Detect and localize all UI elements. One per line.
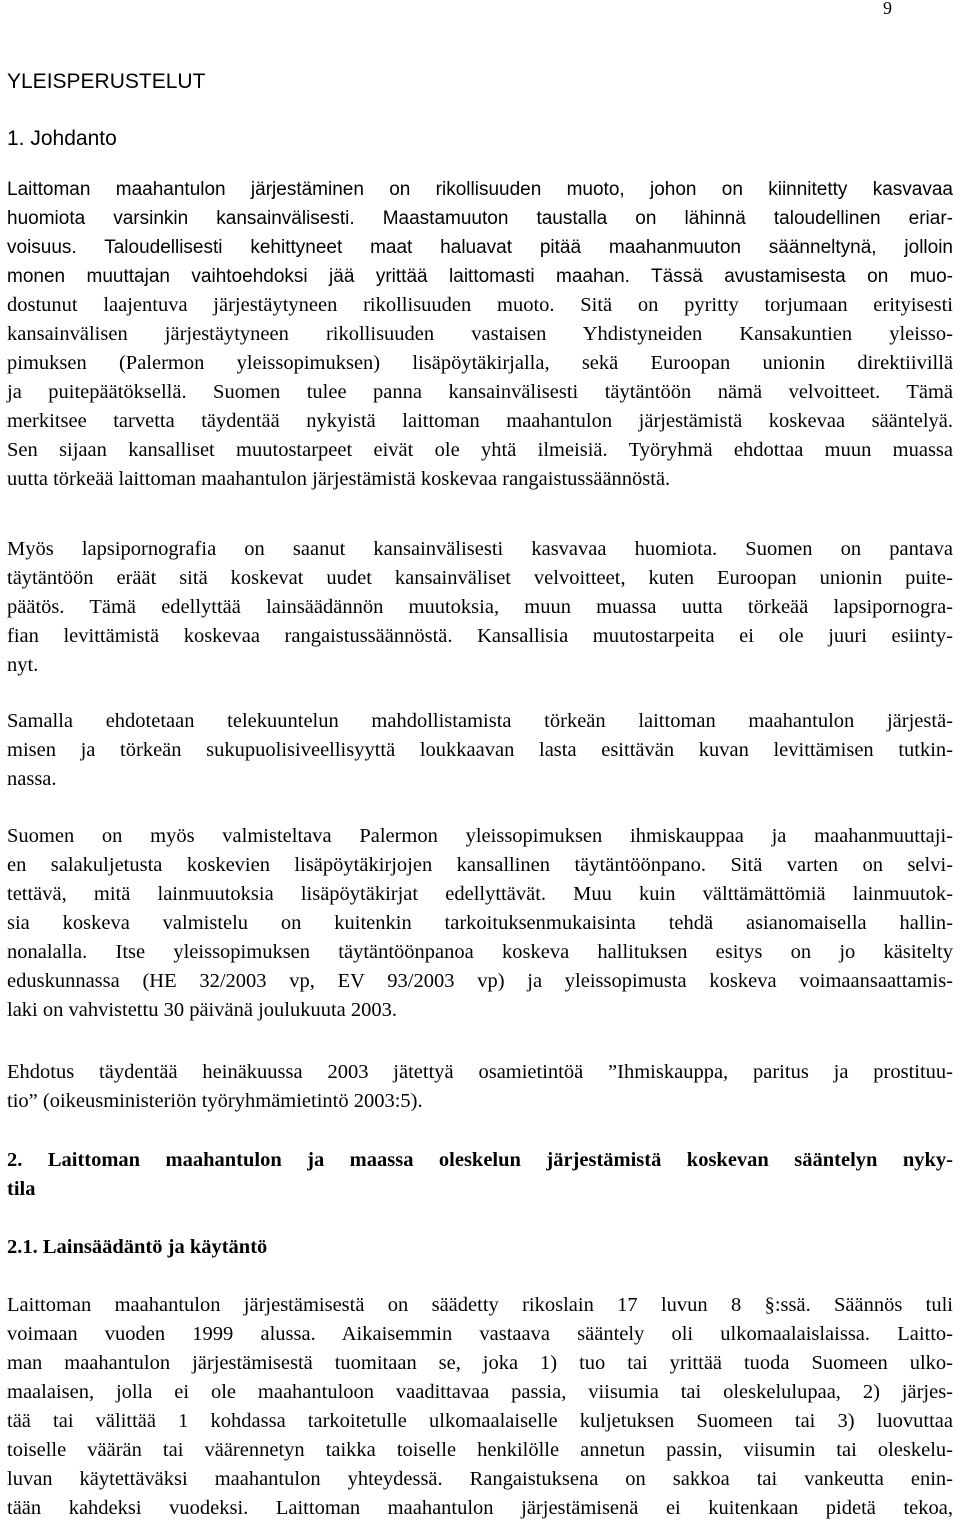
section-1-heading: 1. Johdanto <box>7 127 117 150</box>
paragraph-supplement <box>7 1058 953 1116</box>
paragraph-line: luvan käytettäväksi maahantulon yhteydessä. Rangaistuksena on sakkoa tai vankeutta enin- <box>7 1468 953 1490</box>
paragraph-line: Laittoman maahantulon järjestäminen on rikollisuuden muoto, johon on kiinnitetty kasvavaa <box>7 179 953 200</box>
paragraph-line: pimuksen (Palermon yleissopimuksen) lisäpöytäkirjalla, sekä Euroopan unionin direktiivillä <box>7 352 953 374</box>
paragraph-child-pornography <box>7 535 953 680</box>
main-heading: YLEISPERUSTELUT <box>7 70 206 93</box>
paragraph-line: toiselle väärän tai väärennetyn taikka toiselle henkilölle annetun passin, viisumin tai oleskelu- <box>7 1439 953 1461</box>
paragraph-line: Myös lapsipornografia on saanut kansainvälisesti kasvavaa huomiota. Suomen on pantava <box>7 538 953 560</box>
section-2-1-heading <box>7 1233 953 1262</box>
paragraph-line: voimaan vuoden 1999 alussa. Aikaisemmin vastaava sääntely oli ulkomaalaislaissa. Laitto- <box>7 1323 953 1345</box>
paragraph-line: nyt. <box>7 654 39 676</box>
paragraph-line: fian levittämistä koskevaa rangaistussäännöstä. Kansallisia muutostarpeita ei ole juuri esiinty- <box>7 625 953 647</box>
paragraph-line: Laittoman maahantulon järjestämisestä on säädetty rikoslain 17 luvun 8 §:ssä. Säännös tuli <box>7 1294 953 1316</box>
section-2-heading <box>7 1146 953 1204</box>
paragraph-line: kansainvälisen järjestäytyneen rikollisuuden vastaisen Yhdistyneiden Kansakuntien yleisso- <box>7 323 953 345</box>
paragraph-line: laki on vahvistettu 30 päivänä joulukuuta 2003. <box>7 999 398 1021</box>
paragraph-line: Suomen on myös valmisteltava Palermon yleissopimuksen ihmiskauppaa ja maahanmuuttaji- <box>7 825 953 847</box>
paragraph-line: täytäntöön eräät sitä koskevat uudet kansainväliset velvoitteet, kuten Euroopan unionin puite- <box>7 567 953 589</box>
heading-line: tila <box>7 1178 36 1200</box>
paragraph-line: sia koskeva valmistelu on kuitenkin tarkoituksenmukaisinta tehdä asianomaisella hallin- <box>7 912 953 934</box>
paragraph-line: tio” (oikeusministeriön työryhmämietintö 2003:5). <box>7 1090 423 1112</box>
paragraph-line: tettävä, mitä lainmuutoksia lisäpöytäkirjat edellyttävät. Muu kuin välttämättömiä lainmuutok- <box>7 883 953 905</box>
paragraph-telecom-interception <box>7 707 953 794</box>
paragraph-line: päätös. Tämä edellyttää lainsäädännön muutoksia, muun muassa uutta törkeää lapsipornogra- <box>7 596 953 618</box>
paragraph-line: en salakuljetusta koskevien lisäpöytäkirjojen kansallinen täytäntöönpano. Sitä varten on selvi- <box>7 854 953 876</box>
paragraph-line: nonalalla. Itse yleissopimuksen täytäntöönpanoa koskeva hallituksen esitys on jo käsitelty <box>7 941 953 963</box>
paragraph-line: nassa. <box>7 768 57 790</box>
paragraph-palermo <box>7 822 953 1025</box>
paragraph-line: maalaisen, jolla ei ole maahantuloon vaadittavaa passia, viisumia tai oleskelulupaa, 2) järjes- <box>7 1381 953 1403</box>
paragraph-line: monen muuttajan vaihtoehdoksi jää yrittää laittomasti maahan. Tässä avustamisesta on muo- <box>7 266 953 287</box>
paragraph-line: Samalla ehdotetaan telekuuntelun mahdollistamista törkeän laittoman maahantulon järjestä- <box>7 710 953 732</box>
paragraph-line: uutta törkeää laittoman maahantulon järjestämistä koskevaa rangaistussäännöstä. <box>7 468 671 490</box>
page-number: 9 <box>883 0 892 18</box>
paragraph-line: voisuus. Taloudellisesti kehittyneet maat haluavat pitää maahanmuuton säänneltynä, jolloin <box>7 237 953 258</box>
paragraph-line: Sen sijaan kansalliset muutostarpeet eivät ole yhtä ilmeisiä. Työryhmä ehdottaa muun muassa <box>7 439 953 461</box>
paragraph-line: tään kahdeksi vuodeksi. Laittoman maahantulon järjestämisenä ei kuitenkaan pidetä tekoa, <box>7 1497 953 1519</box>
paragraph-line: eduskunnassa (HE 32/2003 vp, EV 93/2003 vp) ja yleissopimusta koskeva voimaansaattamis- <box>7 970 953 992</box>
paragraph-legislation <box>7 1291 953 1523</box>
heading-line: 2. Laittoman maahantulon ja maassa oleskelun järjestämistä koskevan sääntelyn nyky- <box>7 1149 953 1171</box>
paragraph-line: merkitsee tarvetta täydentää nykyistä laittoman maahantulon järjestämistä koskevaa sääntelyä. <box>7 410 953 432</box>
paragraph-intro <box>7 175 953 291</box>
heading-line: 2.1. Lainsäädäntö ja käytäntö <box>7 1236 268 1258</box>
paragraph-line: man maahantulon järjestämisestä tuomitaan se, joka 1) tuo tai yrittää tuoda Suomeen ulko- <box>7 1352 953 1374</box>
paragraph-line: tää tai välittää 1 kohdassa tarkoitetulle ulkomaalaiselle kuljetuksen Suomeen tai 3) luovuttaa <box>7 1410 953 1432</box>
paragraph-line: huomiota varsinkin kansainvälisesti. Maastamuuton taustalla on lähinnä taloudellinen eriar- <box>7 208 953 229</box>
paragraph-line: dostunut laajentuva järjestäytyneen rikollisuuden muoto. Sitä on pyritty torjumaan erityisesti <box>7 294 953 316</box>
paragraph-line: Ehdotus täydentää heinäkuussa 2003 jätettyä osamietintöä ”Ihmiskauppa, paritus ja prostituu- <box>7 1061 953 1083</box>
paragraph-intro-cont <box>7 291 953 494</box>
paragraph-line: ja puitepäätöksellä. Suomen tulee panna kansainvälisesti täytäntöön nämä velvoitteet. Tämä <box>7 381 953 403</box>
paragraph-line: misen ja törkeän sukupuolisiveellisyyttä loukkaavan lasta esittävän kuvan levittämisen tutkin- <box>7 739 953 761</box>
